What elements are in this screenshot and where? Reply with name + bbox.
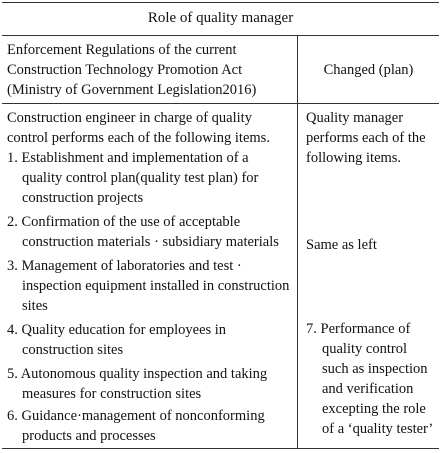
list-item [7, 212, 279, 252]
list-item-line: sites [22, 298, 48, 314]
body-row [2, 104, 439, 449]
right-item-line: and verification [322, 381, 414, 397]
right-item-7 [306, 319, 433, 439]
left-intro-line: Construction engineer in charge of quality [7, 110, 252, 126]
list-item-number: 5. [7, 366, 18, 382]
right-item-line: excepting the role [322, 401, 426, 417]
list-item-line: measures for construction sites [22, 386, 202, 402]
right-item-line: quality control [322, 341, 407, 357]
list-item [7, 364, 267, 404]
right-intro-line: Quality manager [306, 110, 404, 126]
header-right-text: Changed (plan) [323, 61, 414, 78]
right-intro-line: following items. [306, 150, 402, 166]
header-left-text [7, 40, 295, 100]
body-left-cell [2, 104, 298, 449]
quality-manager-table [2, 2, 439, 449]
same-as-left: Same as left [306, 237, 377, 253]
list-item [7, 256, 289, 316]
list-item [7, 320, 226, 360]
list-item-line: construction materials · subsidiary materials [22, 234, 279, 250]
list-item [7, 148, 258, 208]
header-row [2, 36, 439, 104]
list-item-number: 2. [7, 214, 18, 230]
list-item-number: 3. [7, 258, 18, 274]
list-item-text: Guidance·management of nonconforming [21, 408, 265, 424]
list-item-line [7, 320, 226, 340]
list-item-text: Confirmation of the use of acceptable [21, 214, 241, 230]
list-item-line [7, 364, 267, 384]
list-item-text: Management of laboratories and test · [21, 258, 242, 274]
list-item-line: inspection equipment installed in construction [22, 278, 290, 294]
right-item-text: Performance of [320, 321, 411, 337]
header-right-cell [298, 36, 439, 103]
list-item-line: construction projects [22, 190, 144, 206]
left-intro-line: control performs each of the following items. [7, 130, 270, 146]
list-item-line [7, 406, 265, 426]
list-item-text: Establishment and implementation of a [21, 150, 249, 166]
list-item-text: Autonomous quality inspection and taking [20, 366, 268, 382]
right-item-line [306, 319, 433, 339]
list-item-line: quality control plan(quality test plan) for [22, 170, 259, 186]
list-item-number: 1. [7, 150, 18, 166]
list-item [7, 406, 265, 446]
body-right-cell [298, 104, 439, 449]
left-intro [7, 108, 270, 148]
right-item-line: of a ‘quality tester’ [322, 421, 434, 437]
right-item-number: 7. [306, 321, 317, 337]
header-left-line: Construction Technology Promotion Act [7, 62, 243, 78]
list-item-line [7, 148, 258, 168]
list-item-line: products and processes [22, 428, 156, 444]
list-item-number: 6. [7, 408, 18, 424]
list-item-line [7, 256, 289, 276]
list-item-line [7, 212, 279, 232]
table-title: Role of quality manager [2, 3, 439, 36]
right-item-line: such as inspection [322, 361, 428, 377]
right-intro [306, 108, 426, 168]
list-item-number: 4. [7, 322, 18, 338]
header-left-cell [2, 36, 298, 103]
header-left-line: Enforcement Regulations of the current [7, 42, 237, 58]
list-item-text: Quality education for employees in [21, 322, 227, 338]
header-left-line: (Ministry of Government Legislation2016) [7, 82, 257, 98]
list-item-line: construction sites [22, 342, 124, 358]
right-intro-line: performs each of the [306, 130, 426, 146]
